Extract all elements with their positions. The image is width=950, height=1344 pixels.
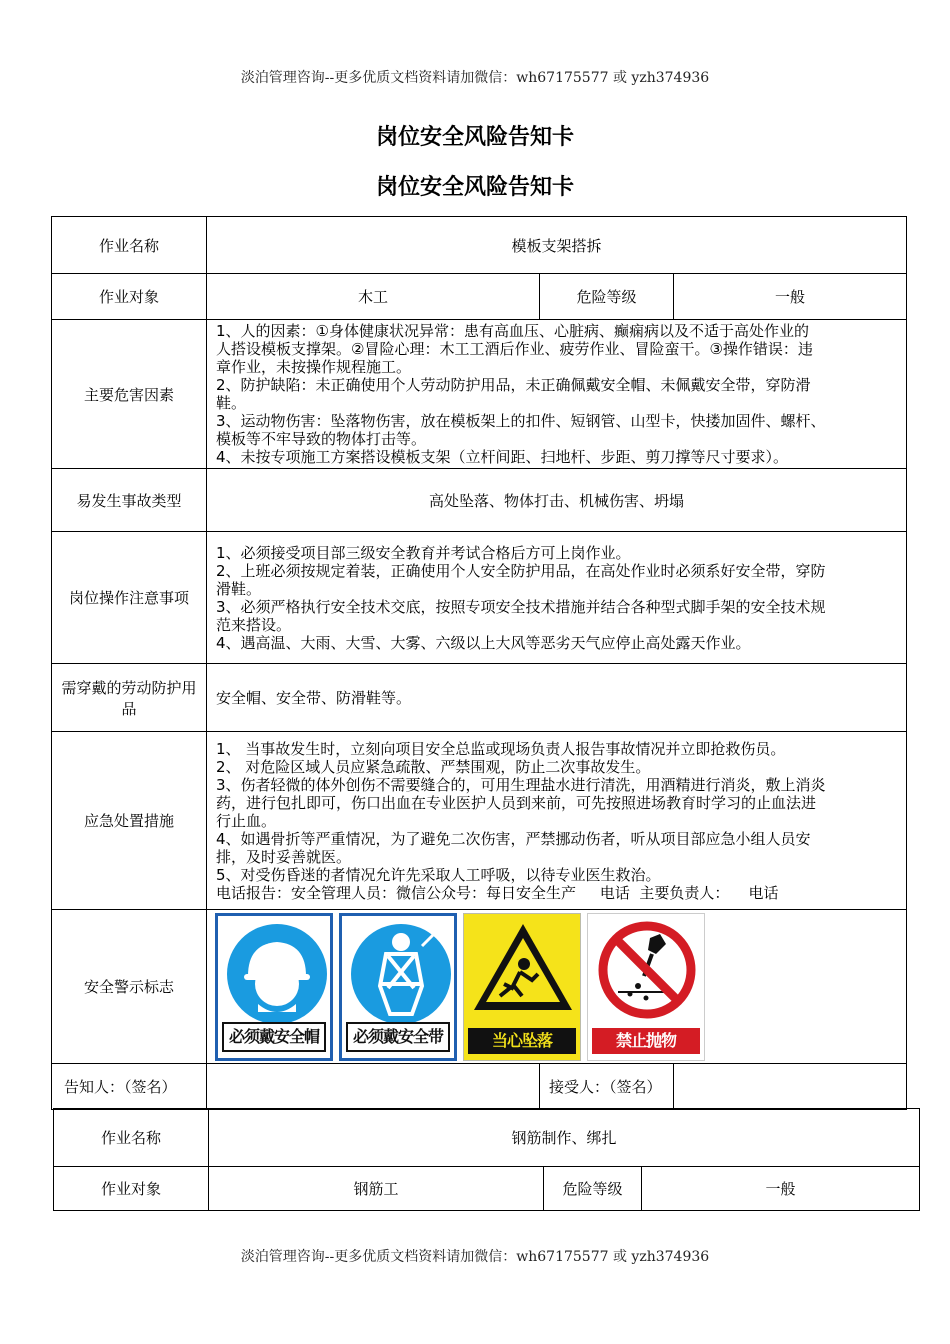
- job-name-value: 钢筋制作、绑扎: [209, 1109, 920, 1167]
- sign-caption: 当心坠落: [468, 1028, 576, 1054]
- emergency-label: 应急处置措施: [52, 732, 207, 910]
- signs-label: 安全警示标志: [52, 910, 207, 1064]
- page-subtitle: 岗位安全风险告知卡: [375, 175, 574, 200]
- safety-harness-icon: [342, 916, 460, 1026]
- risk-level-label: 危险等级: [544, 1167, 642, 1211]
- notifier-signature-label: 告知人：（签名）: [52, 1064, 207, 1110]
- fall-warning-icon: [464, 914, 582, 1024]
- page-title: 岗位安全风险告知卡: [375, 125, 574, 150]
- hazard-line: 1、人的因素：①身体健康状况异常：患有高血压、心脏病、癫痫病以及不适于高处作业的: [216, 322, 809, 340]
- receiver-signature-label: 接受人：（签名）: [540, 1064, 674, 1110]
- precaution-line: 滑鞋。: [216, 579, 262, 598]
- precaution-line: 4、遇高温、大雨、大雪、大雾、六级以上大风等恶劣天气应停止高处露天作业。: [216, 633, 751, 652]
- risk-card-formwork: [51, 216, 907, 1110]
- accident-types-value: 高处坠落、物体打击、机械伤害、坍塌: [207, 469, 907, 532]
- hazard-line: 人搭设模板支撑架。②冒险心理：木工工酒后作业、疲劳作业、冒险蛮干。③操作错误：违: [216, 340, 813, 358]
- job-object-value: 钢筋工: [209, 1167, 544, 1211]
- sign-caption: 必须戴安全帽: [222, 1022, 326, 1052]
- precaution-line: 3、必须严格执行安全技术交底，按照专项安全技术措施并结合各种型式脚手架的安全技术规: [216, 597, 826, 616]
- header-note: 淡泊管理咨询--更多优质文档资料请加微信：wh67175577 或 yzh374936: [240, 70, 710, 86]
- notifier-signature-field[interactable]: [207, 1064, 540, 1110]
- hazard-line: 模板等不牢导致的物体打击等。: [216, 430, 427, 448]
- precaution-line: 1、必须接受项目部三级安全教育并考试合格后方可上岗作业。: [216, 543, 631, 562]
- hazards-label: 主要危害因素: [52, 320, 207, 469]
- hazard-line: 2、防护缺陷：未正确使用个人劳动防护用品，未正确佩戴安全帽、未佩戴安全带，穿防滑: [216, 376, 811, 394]
- emergency-line: 5、对受伤昏迷的者情况允许先采取人工呼吸，以待专业医生救治。: [216, 865, 661, 884]
- emergency-line: 药，进行包扎即可，伤口出血在专业医护人员到来前，可先按照进场教育时学习的止血法进: [216, 793, 817, 812]
- emergency-line: 1、 当事故发生时，立刻向项目安全总监或现场负责人报告事故情况并立即抢救伤员。: [216, 739, 786, 758]
- job-object-label: 作业对象: [52, 274, 207, 320]
- emergency-line: 行止血。: [216, 811, 277, 830]
- hard-hat-icon: [218, 916, 336, 1026]
- sign-no-throwing: [587, 913, 705, 1061]
- risk-level-value: 一般: [642, 1167, 920, 1211]
- no-throwing-icon: [588, 914, 706, 1024]
- accident-types-label: 易发生事故类型: [52, 469, 207, 532]
- precaution-line: 2、上班必须按规定着装，正确使用个人安全防护用品，在高处作业时必须系好安全带，穿防: [216, 561, 826, 580]
- emergency-text: [207, 732, 907, 910]
- job-object-value: 木工: [207, 274, 540, 320]
- precautions-text: [207, 532, 907, 664]
- hazards-text: [207, 320, 907, 469]
- footer-note: 淡泊管理咨询--更多优质文档资料请加微信：wh67175577 或 yzh374936: [240, 1249, 710, 1265]
- job-object-label: 作业对象: [54, 1167, 209, 1211]
- job-name-label: 作业名称: [52, 217, 207, 274]
- hazard-line: 4、未按专项施工方案搭设模板支架（立杆间距、扫地杆、步距、剪刀撑等尺寸要求）。: [216, 448, 789, 466]
- risk-card-rebar: [53, 1108, 920, 1211]
- hazard-line: 章作业，未按操作规程施工。: [216, 358, 412, 376]
- sign-beware-falling: [463, 913, 581, 1061]
- emergency-line: 2、 对危险区域人员应紧急疏散、严禁围观，防止二次事故发生。: [216, 757, 651, 776]
- ppe-value: 安全帽、安全带、防滑鞋等。: [207, 664, 907, 732]
- emergency-line: 排，及时妥善就医。: [216, 847, 352, 866]
- ppe-label: 需穿戴的劳动防护用品: [52, 664, 207, 732]
- sign-caption: 禁止抛物: [592, 1028, 700, 1054]
- precaution-line: 范来搭设。: [216, 615, 292, 634]
- emergency-line: 3、伤者轻微的体外创伤不需要缝合的，可用生理盐水进行清洗，用酒精进行消炎，敷上消炎: [216, 775, 826, 794]
- emergency-line: 4、如遇骨折等严重情况，为了避免二次伤害，严禁挪动伤者，听从项目部应急小组人员安: [216, 829, 811, 848]
- hazard-line: 鞋。: [216, 394, 247, 412]
- job-name-value: 模板支架搭拆: [207, 217, 907, 274]
- hazard-line: 3、运动物伤害：坠落物伤害，放在模板架上的扣件、短钢管、山型卡，快搂加固件、螺杆、: [216, 412, 826, 430]
- sign-caption: 必须戴安全带: [346, 1022, 450, 1052]
- risk-level-value: 一般: [674, 274, 907, 320]
- job-name-label: 作业名称: [54, 1109, 209, 1167]
- sign-must-wear-harness: [339, 913, 457, 1061]
- sign-must-wear-helmet: [215, 913, 333, 1061]
- risk-level-label: 危险等级: [540, 274, 674, 320]
- emergency-line: 电话报告：安全管理人员：微信公众号：每日安全生产 电话 主要负责人： 电话: [216, 883, 779, 902]
- receiver-signature-field[interactable]: [674, 1064, 907, 1110]
- precautions-label: 岗位操作注意事项: [52, 532, 207, 664]
- safety-signs-cell: [207, 910, 907, 1064]
